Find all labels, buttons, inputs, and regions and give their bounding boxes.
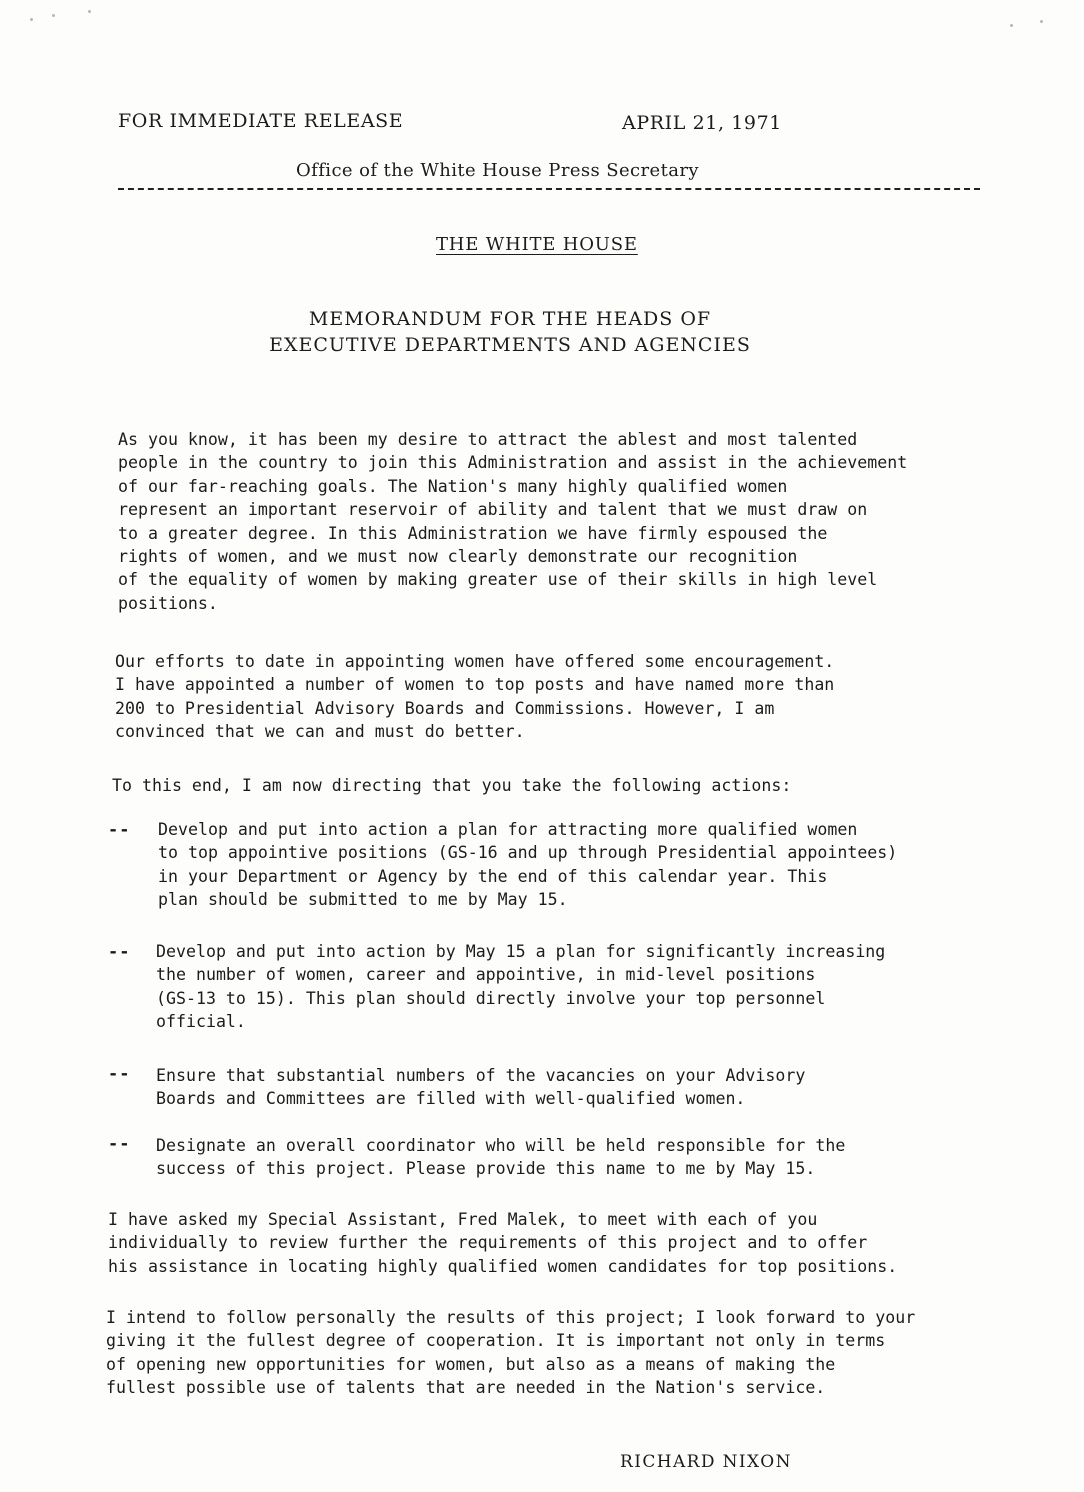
action-bullet: -- — [108, 1134, 131, 1154]
text-line: of opening new opportunities for women, but also as a means of making the — [106, 1354, 836, 1374]
action-item-3 — [156, 1064, 805, 1111]
text-line: giving it the fullest degree of cooperation. It is important not only in terms — [106, 1331, 886, 1351]
text-line: his assistance in locating highly qualified women candidates for top positions. — [108, 1256, 898, 1276]
scan-speck — [1040, 20, 1043, 23]
scan-speck — [1010, 24, 1013, 27]
dashed-divider — [118, 188, 980, 190]
action-item-1 — [158, 818, 897, 912]
paragraph-closing — [106, 1306, 915, 1400]
text-line: Develop and put into action by May 15 a plan for significantly increasing — [156, 942, 886, 961]
paragraph-intro — [118, 428, 907, 615]
text-line: the number of women, career and appointive, in mid-level positions — [156, 965, 816, 985]
memo-title — [0, 306, 1020, 358]
scan-speck — [88, 10, 91, 13]
text-line: I have asked my Special Assistant, Fred Malek, to meet with each of you — [108, 1210, 818, 1229]
text-line: Ensure that substantial numbers of the vacancies on your Advisory — [156, 1066, 806, 1085]
text-line: plan should be submitted to me by May 15. — [158, 890, 568, 910]
text-line: people in the country to join this Administration and assist in the achievement — [118, 453, 908, 473]
text-line: Our efforts to date in appointing women have offered some encouragement. — [115, 652, 835, 671]
action-bullet: -- — [108, 1064, 131, 1084]
text-line: represent an important reservoir of ability and talent that we must draw on — [118, 500, 868, 520]
text-line: positions. — [118, 593, 218, 613]
memo-title-line1: MEMORANDUM FOR THE HEADS OF — [308, 308, 712, 330]
text-line: I have appointed a number of women to top posts and have named more than — [115, 675, 835, 695]
text-line: Designate an overall coordinator who will be held responsible for the — [156, 1136, 846, 1155]
signature-name: RICHARD NIXON — [620, 1452, 792, 1472]
letterhead: THE WHITE HOUSE — [436, 234, 638, 255]
text-line: to a greater degree. In this Administration we have firmly espoused the — [118, 523, 828, 543]
paragraph-efforts — [115, 650, 834, 744]
text-line: of the equality of women by making greater use of their skills in high level — [118, 570, 878, 590]
text-line: Develop and put into action a plan for attracting more qualified women — [158, 820, 858, 839]
text-line: convinced that we can and must do better. — [115, 722, 525, 742]
paragraph-special-assistant — [108, 1208, 897, 1278]
text-line: 200 to Presidential Advisory Boards and Commissions. However, I am — [115, 698, 775, 718]
release-date: APRIL 21, 1971 — [622, 112, 782, 134]
text-line: As you know, it has been my desire to attract the ablest and most talented — [118, 430, 858, 449]
text-line: Boards and Committees are filled with well-qualified women. — [156, 1089, 746, 1109]
scan-speck — [52, 14, 55, 17]
text-line: fullest possible use of talents that are needed in the Nation's service. — [106, 1378, 826, 1398]
memo-title-line2: EXECUTIVE DEPARTMENTS AND AGENCIES — [269, 334, 751, 356]
text-line: official. — [156, 1012, 246, 1032]
action-bullet: -- — [108, 942, 131, 962]
text-line: I intend to follow personally the results of this project; I look forward to your — [106, 1308, 916, 1327]
text-line: rights of women, and we must now clearly demonstrate our recognition — [118, 547, 798, 567]
office-line: Office of the White House Press Secretary — [296, 160, 699, 181]
action-item-4 — [156, 1134, 845, 1181]
text-line: in your Department or Agency by the end of this calendar year. This — [158, 866, 828, 886]
text-line: (GS-13 to 15). This plan should directly involve your top personnel — [156, 988, 826, 1008]
paragraph-directive — [112, 774, 791, 797]
action-item-2 — [156, 940, 885, 1034]
scan-speck — [30, 18, 33, 21]
text-line: To this end, I am now directing that you take the following actions: — [112, 776, 792, 795]
text-line: of our far-reaching goals. The Nation's many highly qualified women — [118, 476, 788, 496]
action-bullet: -- — [108, 820, 131, 840]
text-line: individually to review further the requirements of this project and to offer — [108, 1233, 868, 1253]
release-label: FOR IMMEDIATE RELEASE — [118, 110, 404, 132]
text-line: to top appointive positions (GS-16 and up through Presidential appointees) — [158, 843, 898, 863]
text-line: success of this project. Please provide this name to me by May 15. — [156, 1159, 816, 1179]
